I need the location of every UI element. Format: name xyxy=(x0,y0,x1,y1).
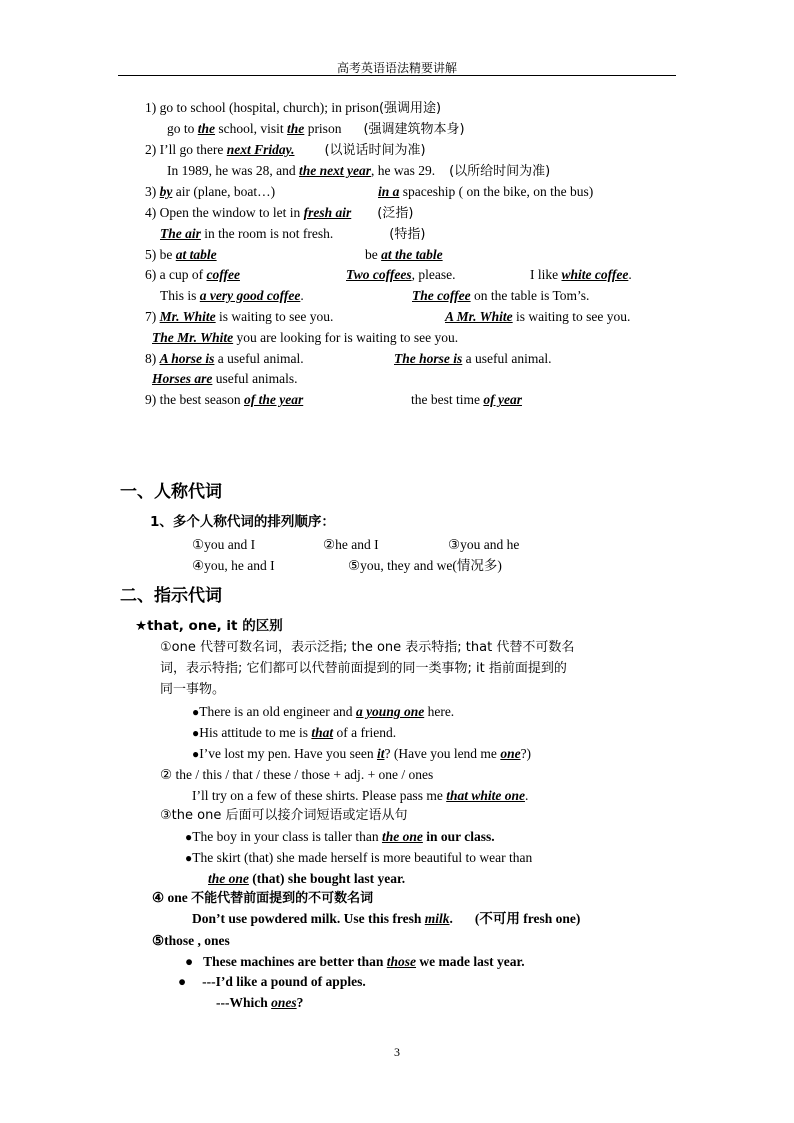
note: (以说话时间为准) xyxy=(324,143,426,158)
line-text: ---I’d like a pound of apples. xyxy=(202,974,366,989)
line-text: 6) a cup of xyxy=(145,267,207,282)
article-line-8 xyxy=(145,246,217,263)
article-line-11b xyxy=(445,308,630,325)
underlined-term: the xyxy=(287,121,305,136)
underlined-term: of year xyxy=(483,392,522,407)
underlined-term: that white one xyxy=(446,788,525,803)
line-text: . xyxy=(628,267,632,282)
bullet-icon: ● xyxy=(192,747,200,761)
line-text: I’ve lost my pen. Have you seen xyxy=(199,746,377,761)
line-text: useful animals. xyxy=(212,371,298,386)
point-3-example-1 xyxy=(185,828,495,846)
note: (强调建筑物本身) xyxy=(363,122,465,137)
note: (强调用途) xyxy=(378,101,442,116)
article-line-15b xyxy=(411,391,522,408)
underlined-term: one xyxy=(500,746,521,761)
subheading-order: 1、多个人称代词的排列顺序： xyxy=(150,514,335,530)
underlined-term: of the year xyxy=(243,392,304,407)
line-text: a useful animal. xyxy=(214,351,304,366)
line-text: The boy in your class is taller than xyxy=(192,829,382,844)
section-heading-demonstrative-pronouns: 二、指示代词 xyxy=(120,586,222,606)
explanation-line-2: 词，表示特指; 它们都可以代替前面提到的同一类事物; it 指前面提到的 xyxy=(160,661,567,676)
article-line-12 xyxy=(152,329,458,346)
line-text: ---Which xyxy=(216,995,272,1010)
point-5: ⑤those , ones xyxy=(152,933,230,948)
line-text: 9) the best season xyxy=(145,392,244,407)
section-heading-personal-pronouns: 一、人称代词 xyxy=(120,482,222,502)
article-line-14 xyxy=(152,370,297,387)
underlined-term: those xyxy=(386,954,417,969)
bullet-icon: ● xyxy=(178,974,187,989)
line-text: The skirt (that) she made herself is more beautiful to wear than xyxy=(192,850,533,865)
order-item-1: ①you and I xyxy=(192,537,256,552)
article-line-1 xyxy=(145,99,441,117)
order-item-4: ④you, he and I xyxy=(192,558,275,573)
line-text: we made last year. xyxy=(416,954,525,969)
underlined-term: fresh air xyxy=(303,205,352,220)
point-3-example-2 xyxy=(185,849,532,867)
order-item-5: ⑤you, they and we(情况多) xyxy=(348,558,502,573)
line-text: ?) xyxy=(520,746,532,761)
underlined-term: Two coffees xyxy=(346,267,412,282)
article-line-9b xyxy=(346,266,455,283)
note: (不可用 fresh one) xyxy=(474,911,581,926)
line-text: 7) xyxy=(145,309,160,324)
underlined-term: in a xyxy=(378,184,400,199)
underlined-term: the one xyxy=(208,871,249,886)
line-text: 4) Open the window to let in xyxy=(145,205,304,220)
line-text: of a friend. xyxy=(333,725,397,740)
underlined-term: by xyxy=(159,184,173,199)
example-1 xyxy=(192,703,454,721)
underlined-term: The air xyxy=(160,226,201,241)
underlined-term: A Mr. White xyxy=(445,309,513,324)
header-rule xyxy=(118,75,676,76)
article-line-11 xyxy=(145,308,333,325)
line-text: , please. xyxy=(411,267,456,282)
underlined-term: at the table xyxy=(381,247,443,262)
article-line-2 xyxy=(167,120,465,138)
underlined-term: next Friday. xyxy=(226,142,295,157)
line-text: 8) xyxy=(145,351,160,366)
explanation-line-3: 同一事物。 xyxy=(160,682,226,697)
line-text: Don’t use powdered milk. Use this fresh xyxy=(192,911,425,926)
point-2: ② the / this / that / these / those + adj. + one / ones xyxy=(160,767,434,782)
article-line-6 xyxy=(145,204,413,222)
underlined-term: at table xyxy=(175,247,217,262)
line-text: . xyxy=(524,788,529,803)
point-4 xyxy=(152,889,373,907)
example-3 xyxy=(192,745,531,763)
underlined-term: the xyxy=(197,121,216,136)
line-text: This is xyxy=(160,288,200,303)
line-text: 不能代替前面提到的不可数名词 xyxy=(191,891,374,906)
underlined-term: a very good coffee xyxy=(199,288,301,303)
underlined-term: it xyxy=(376,746,385,761)
underlined-term: milk xyxy=(424,911,450,926)
point-3: ③the one 后面可以接介词短语或定语从句 xyxy=(160,808,408,823)
example-2 xyxy=(192,724,396,742)
article-line-4 xyxy=(167,162,550,180)
article-line-9 xyxy=(145,266,240,283)
line-text: I’ll try on a few of these shirts. Please pass me xyxy=(192,788,447,803)
underlined-term: The coffee xyxy=(412,288,471,303)
point-5-example-2 xyxy=(178,973,366,990)
underlined-term: The horse is xyxy=(394,351,463,366)
underlined-term: white coffee xyxy=(561,267,629,282)
underlined-term: Mr. White xyxy=(159,309,216,324)
line-text: in the room is not fresh. xyxy=(200,226,334,241)
page-header-title: 高考英语语法精要讲解 xyxy=(336,61,457,75)
line-text: In 1989, he was 28, and xyxy=(167,163,299,178)
line-text: prison xyxy=(304,121,342,136)
line-text: 1) go to school (hospital, church); in prison xyxy=(145,100,379,115)
page-number: 3 xyxy=(394,1045,400,1059)
point-4-example xyxy=(192,910,580,927)
article-line-7 xyxy=(160,225,425,243)
article-line-15 xyxy=(145,391,303,408)
bullet-icon: ● xyxy=(192,705,200,719)
line-text: go to xyxy=(167,121,198,136)
note: (特指) xyxy=(389,227,426,242)
line-text: , he was 29. xyxy=(370,163,436,178)
underlined-term: ones xyxy=(271,995,297,1010)
line-text: I like xyxy=(530,267,562,282)
explanation-line-1: ①one 代替可数名词，表示泛指; the one 表示特指; that 代替不可数名 xyxy=(160,640,575,655)
underlined-term: A horse is xyxy=(159,351,215,366)
line-text: you are looking for is waiting to see you. xyxy=(233,330,459,345)
line-text: There is an old engineer and xyxy=(199,704,356,719)
line-text: a useful animal. xyxy=(462,351,552,366)
article-line-10b xyxy=(412,287,589,304)
line-text: be xyxy=(365,247,382,262)
line-text: ④ one xyxy=(152,890,192,905)
line-text: spaceship ( on the bike, on the bus) xyxy=(399,184,594,199)
line-text: (that) she bought last year. xyxy=(248,871,406,886)
underlined-term: that xyxy=(311,725,334,740)
line-text: . xyxy=(449,911,453,926)
underlined-term: a young one xyxy=(355,704,425,719)
line-text: His attitude to me is xyxy=(199,725,312,740)
order-item-3: ③you and he xyxy=(448,537,520,552)
line-text: 2) I’ll go there xyxy=(145,142,227,157)
line-text: in our class. xyxy=(422,829,495,844)
line-text: on the table is Tom’s. xyxy=(470,288,590,303)
underlined-term: the one xyxy=(381,829,423,844)
underlined-term: the next year xyxy=(298,163,371,178)
underlined-term: coffee xyxy=(206,267,240,282)
note: (泛指) xyxy=(377,206,414,221)
underlined-term: The Mr. White xyxy=(152,330,234,345)
bullet-icon: ● xyxy=(185,830,193,844)
bullet-icon: ● xyxy=(185,954,194,969)
underlined-term: Horses are xyxy=(152,371,213,386)
line-text: school, visit xyxy=(215,121,288,136)
article-line-13 xyxy=(145,350,304,367)
line-text: . xyxy=(300,288,304,303)
article-line-5b xyxy=(378,183,593,200)
line-text: ? (Have you lend me xyxy=(384,746,501,761)
line-text: is waiting to see you. xyxy=(512,309,631,324)
article-line-5 xyxy=(145,183,275,200)
line-text: is waiting to see you. xyxy=(215,309,334,324)
point-3-example-3 xyxy=(208,870,405,887)
point-2-example xyxy=(192,787,528,804)
article-line-3 xyxy=(145,141,426,159)
line-text: air (plane, boat…) xyxy=(172,184,276,199)
line-text: ? xyxy=(296,995,304,1010)
bullet-icon: ● xyxy=(185,851,193,865)
line-text: These machines are better than xyxy=(203,954,387,969)
line-text: the best time xyxy=(411,392,484,407)
article-line-13b xyxy=(394,350,552,367)
article-line-8b xyxy=(365,246,443,263)
bullet-icon: ● xyxy=(192,726,200,740)
note: (以所给时间为准) xyxy=(449,164,551,179)
point-5-example-3 xyxy=(216,994,303,1011)
article-line-10 xyxy=(160,287,304,304)
order-item-2: ②he and I xyxy=(323,537,379,552)
line-text: 5) be xyxy=(145,247,176,262)
point-5-example-1 xyxy=(185,953,525,970)
line-text: here. xyxy=(424,704,455,719)
line-text: 3) xyxy=(145,184,160,199)
star-heading: ★that, one, it 的区别 xyxy=(135,618,283,634)
article-line-9c xyxy=(530,266,632,283)
